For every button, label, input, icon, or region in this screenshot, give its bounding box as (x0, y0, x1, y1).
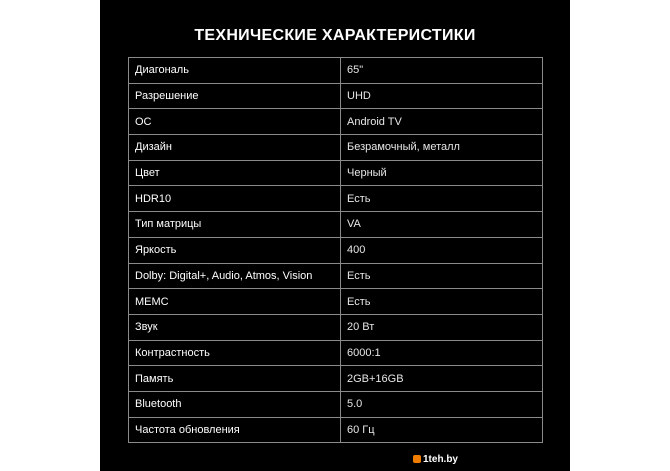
table-row (129, 212, 543, 238)
spec-value: Есть (341, 263, 543, 289)
spec-sheet-panel (100, 0, 570, 471)
spec-value: Черный (341, 160, 543, 186)
table-row (129, 237, 543, 263)
table-row (129, 109, 543, 135)
spec-value: 65" (341, 58, 543, 84)
watermark-logo-icon (413, 455, 421, 463)
table-row (129, 366, 543, 392)
spec-value: VA (341, 212, 543, 238)
spec-key: HDR10 (129, 186, 341, 212)
table-row (129, 135, 543, 161)
table-row (129, 58, 543, 84)
spec-value: Безрамочный, металл (341, 135, 543, 161)
spec-key: Dolby: Digital+, Audio, Atmos, Vision (129, 263, 341, 289)
spec-value: 400 (341, 237, 543, 263)
spec-value: Есть (341, 186, 543, 212)
spec-key: ОС (129, 109, 341, 135)
watermark (413, 454, 458, 465)
spec-value: 2GB+16GB (341, 366, 543, 392)
spec-key: Bluetooth (129, 391, 341, 417)
spec-key: Яркость (129, 237, 341, 263)
table-row (129, 186, 543, 212)
table-row (129, 417, 543, 443)
table-row (129, 340, 543, 366)
spec-key: Цвет (129, 160, 341, 186)
spec-key: Частота обновления (129, 417, 341, 443)
spec-value: 60 Гц (341, 417, 543, 443)
spec-key: MEMC (129, 289, 341, 315)
spec-value: 5.0 (341, 391, 543, 417)
spec-key: Тип матрицы (129, 212, 341, 238)
spec-key: Контрастность (129, 340, 341, 366)
spec-key: Дизайн (129, 135, 341, 161)
spec-key: Звук (129, 314, 341, 340)
table-row (129, 263, 543, 289)
spec-key: Разрешение (129, 83, 341, 109)
table-row (129, 314, 543, 340)
spec-sheet-title: ТЕХНИЧЕСКИЕ ХАРАКТЕРИСТИКИ (194, 27, 476, 44)
spec-value: 20 Вт (341, 314, 543, 340)
table-row (129, 391, 543, 417)
spec-value: Есть (341, 289, 543, 315)
table-row (129, 289, 543, 315)
spec-value: UHD (341, 83, 543, 109)
watermark-text: 1teh.by (422, 454, 458, 465)
table-row (129, 160, 543, 186)
spec-key: Диагональ (129, 58, 341, 84)
spec-value: 6000:1 (341, 340, 543, 366)
specs-table (128, 57, 543, 443)
table-row (129, 83, 543, 109)
spec-key: Память (129, 366, 341, 392)
spec-value: Android TV (341, 109, 543, 135)
